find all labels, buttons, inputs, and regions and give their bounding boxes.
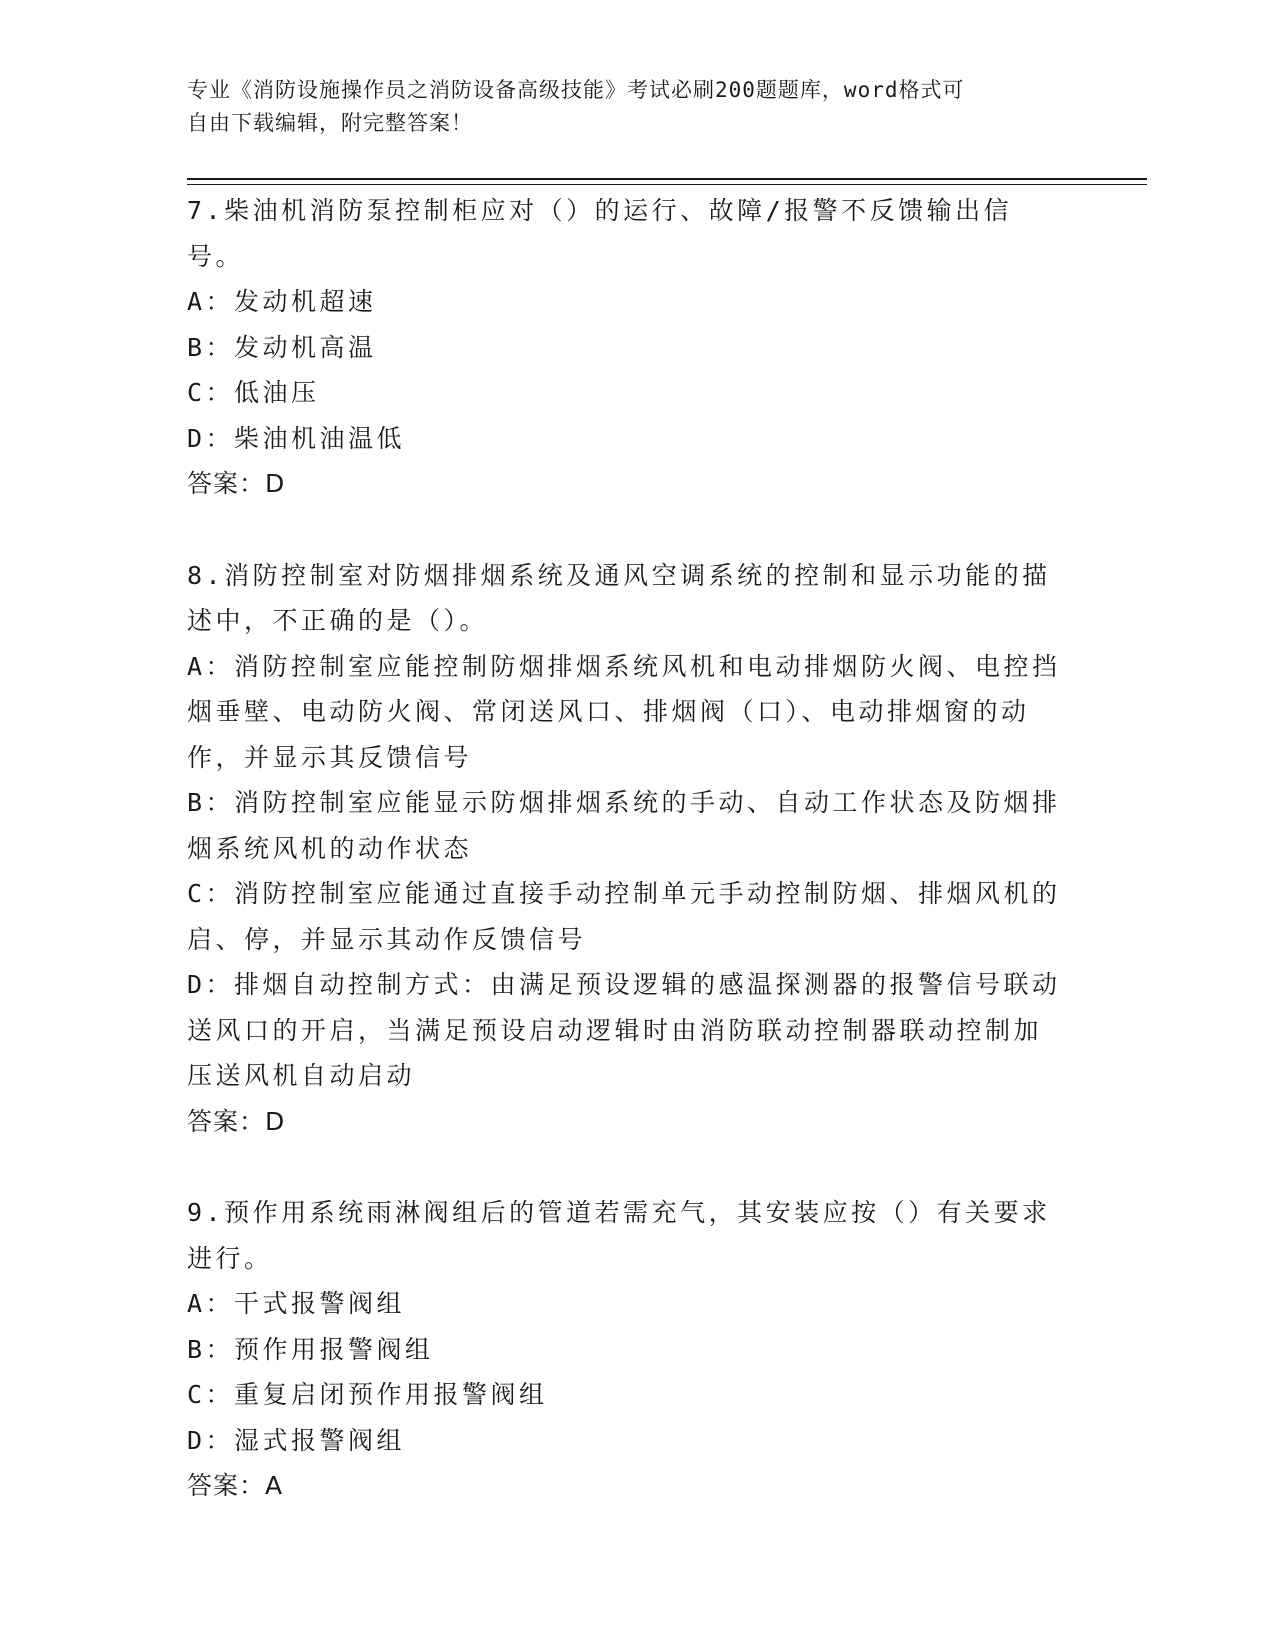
answer-text: 答案：D	[187, 469, 286, 498]
question-stem: 进行。	[187, 1243, 273, 1273]
option-b: B：发动机高温	[187, 332, 377, 362]
document-header	[187, 74, 1067, 140]
option-b: 烟系统风机的动作状态	[187, 833, 473, 863]
option-d: 压送风机自动启动	[187, 1061, 416, 1090]
header-divider-thick	[187, 178, 1147, 180]
option-c: C：低油压	[187, 378, 320, 407]
option-c: 启、停，并显示其动作反馈信号	[187, 924, 587, 954]
option-a: 烟垂壁、电动防火阀、常闭送风口、排烟阀（口）、电动排烟窗的动	[187, 697, 1030, 726]
option-a: A：发动机超速	[187, 287, 377, 316]
question-7	[187, 188, 1067, 507]
question-stem: 8.消防控制室对防烟排烟系统及通风空调系统的控制和显示功能的描	[187, 560, 1051, 590]
option-d: D：湿式报警阀组	[187, 1425, 406, 1455]
question-stem: 9.预作用系统雨淋阀组后的管道若需充气，其安装应按（）有关要求	[187, 1198, 1051, 1227]
option-a: 作，并显示其反馈信号	[187, 742, 473, 772]
answer-text: 答案：A	[187, 1471, 284, 1500]
header-line-2: 自由下载编辑，附完整答案！	[187, 111, 473, 135]
question-8	[187, 553, 1067, 1145]
option-c: C：重复启闭预作用报警阀组	[187, 1380, 548, 1409]
option-d: D：柴油机油温低	[187, 423, 406, 453]
option-c: C：消防控制室应能通过直接手动控制单元手动控制防烟、排烟风机的	[187, 879, 1061, 908]
option-a: A：干式报警阀组	[187, 1289, 406, 1318]
option-b: B：预作用报警阀组	[187, 1334, 434, 1364]
question-stem: 7.柴油机消防泵控制柜应对（）的运行、故障/报警不反馈输出信号。	[187, 196, 1013, 271]
question-stem: 述中，不正确的是（）。	[187, 606, 489, 635]
question-list	[187, 188, 1067, 1509]
option-d: 送风口的开启，当满足预设启动逻辑时由消防联动控制器联动控制加	[187, 1015, 1043, 1045]
header-line-1: 专业《消防设施操作员之消防设备高级技能》考试必刷200题题库，word格式可	[187, 78, 965, 102]
answer-text: 答案：D	[187, 1106, 286, 1136]
option-a: A：消防控制室应能控制防烟排烟系统风机和电动排烟防火阀、电控挡	[187, 651, 1061, 681]
question-9	[187, 1190, 1067, 1509]
option-d: D：排烟自动控制方式：由满足预设逻辑的感温探测器的报警信号联动	[187, 970, 1061, 999]
header-divider-thin	[187, 184, 1147, 185]
option-b: B：消防控制室应能显示防烟排烟系统的手动、自动工作状态及防烟排	[187, 788, 1061, 817]
